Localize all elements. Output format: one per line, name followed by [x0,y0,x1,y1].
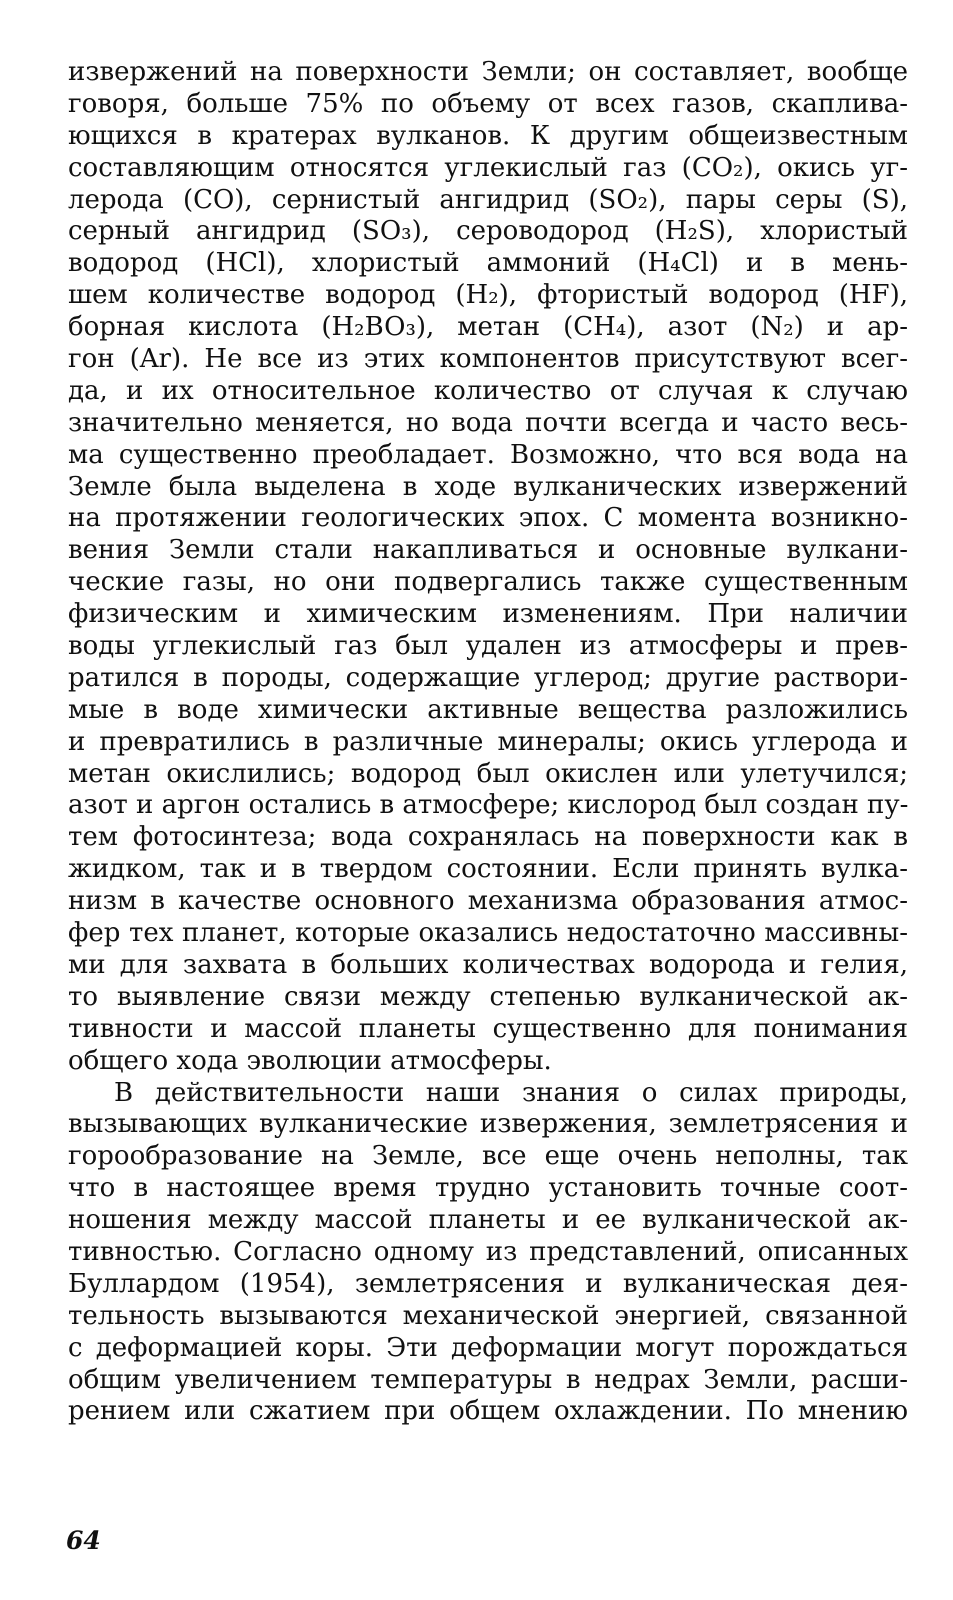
text-line: с деформацией коры. Эти деформации могут порождаться [68,1332,908,1363]
text-line: азот и аргон остались в атмосфере; кислород был создан пу- [68,790,909,821]
text-line: ратился в породы, содержащие углерод; другие раствори- [68,662,908,693]
text-line: вызывающих вулканические извержения, землетрясения и [68,1109,908,1140]
text-line: ющихся в кратерах вулканов. К другим общеизвестным [68,120,908,151]
text-line: значительно меняется, но вода почти всегда и часто весь- [68,407,908,438]
text-line: рением или сжатием при общем охлаждении. По мнению [68,1396,908,1427]
text-line: говоря, больше 75% по объему от всех газов, скаплива- [68,88,908,119]
text-line: ми для захвата в больших количествах водорода и гелия, [68,949,908,980]
text-line: ма существенно преобладает. Возможно, что вся вода на [68,439,908,470]
page-number: 64 [66,1526,101,1555]
text-line: фер тех планет, которые оказались недостаточно массивны- [68,918,908,949]
text-line: воды углекислый газ был удален из атмосферы и прев- [68,631,908,662]
text-line: борная кислота (H₂BO₃), метан (CH₄), азот (N₂) и ар- [68,312,908,343]
text-line: то выявление связи между степенью вулканической ак- [68,981,908,1012]
text-line: тем фотосинтеза; вода сохранялась на поверхности как в [68,822,908,853]
text-line: тельность вызываются механической энергией, связанной [68,1300,908,1331]
text-line: водород (HCl), хлористый аммоний (H₄Cl) и в мень- [68,248,908,279]
text-line: да, и их относительное количество от случая к случаю [68,375,908,406]
text-line: гон (Ar). Не все из этих компонентов присутствуют всег- [68,344,908,375]
text-line: жидком, так и в твердом состоянии. Если принять вулка- [68,854,908,885]
text-line: вения Земли стали накапливаться и основные вулкани- [68,535,908,566]
text-line: серный ангидрид (SO₃), сероводород (H₂S), хлористый [68,216,908,247]
text-line: В действительности наши знания о силах природы, [114,1077,908,1108]
text-line: общим увеличением температуры в недрах Земли, расши- [68,1364,908,1395]
text-line: шем количестве водород (H₂), фтористый водород (HF), [68,280,908,311]
text-line: ношения между массой планеты и ее вулканической ак- [68,1205,908,1236]
text-line: метан окислились; водород был окислен или улетучился; [68,758,908,789]
text-line: физическим и химическим изменениям. При наличии [68,599,908,630]
text-line: горообразование на Земле, все еще очень неполны, так [68,1141,908,1172]
text-line: тивности и массой планеты существенно для понимания [68,1013,908,1044]
text-line: общего хода эволюции атмосферы. [68,1045,552,1076]
text-line: ческие газы, но они подвергались также существенным [68,567,908,598]
text-line: низм в качестве основного механизма образования атмос- [68,886,908,917]
text-line: Земле была выделена в ходе вулканических извержений [68,471,908,502]
text-line: что в настоящее время трудно установить точные соот- [68,1173,908,1204]
page-text [68,57,908,1428]
text-line: мые в воде химически активные вещества разложились [68,694,908,725]
text-line: Буллардом (1954), землетрясения и вулканическая дея- [68,1268,908,1299]
text-line: на протяжении геологических эпох. С момента возникно- [68,503,908,534]
paragraph-1 [68,57,908,1078]
paragraph-2 [68,1078,908,1429]
text-line: лерода (CO), сернистый ангидрид (SO₂), пары серы (S), [68,184,908,215]
text-line: и превратились в различные минералы; окись углерода и [68,726,908,757]
text-line: составляющим относятся углекислый газ (CO₂), окись уг- [68,152,908,183]
text-line: тивностью. Согласно одному из представлений, описанных [68,1236,908,1267]
text-line: извержений на поверхности Земли; он составляет, вообще [68,57,908,87]
